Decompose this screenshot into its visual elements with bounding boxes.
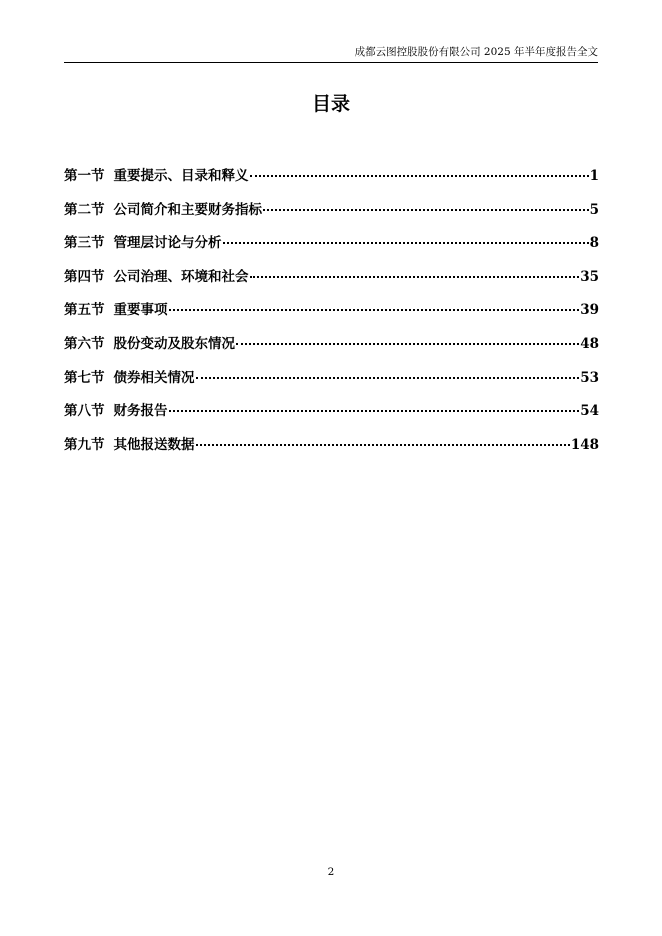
toc-section-title: 重要事项 (113, 302, 168, 319)
toc-section-title: 管理层讨论与分析 (113, 235, 222, 252)
toc-section-title: 公司简介和主要财务指标 (113, 201, 262, 218)
toc-page-number: 148 (570, 436, 599, 453)
toc-section-title: 公司治理、环境和社会 (113, 268, 249, 285)
toc-section-number: 第六节 (64, 335, 105, 352)
toc-entry-6[interactable] (64, 334, 599, 368)
table-of-contents (64, 166, 599, 468)
toc-section-title: 股份变动及股东情况 (113, 335, 235, 352)
toc-page-number: 1 (589, 168, 599, 184)
toc-entry-9[interactable] (64, 435, 599, 469)
toc-entry-2[interactable] (64, 200, 599, 234)
toc-section-number: 第一节 (64, 168, 105, 184)
toc-section-number: 第八节 (64, 403, 105, 420)
toc-section-number: 第九节 (64, 436, 105, 453)
toc-dot-leader (196, 444, 570, 446)
running-header-text: 成都云图控股股份有限公司 2025 年半年度报告全文 (354, 46, 598, 58)
toc-dot-leader (223, 242, 589, 244)
toc-entry-7[interactable] (64, 368, 599, 402)
toc-dot-leader (236, 343, 579, 345)
toc-section-number: 第四节 (64, 268, 105, 285)
toc-section-title: 其他报送数据 (113, 436, 195, 453)
toc-dot-leader (169, 410, 580, 412)
page-number: 2 (327, 866, 335, 878)
toc-page-number: 39 (580, 302, 599, 319)
toc-entry-4[interactable] (64, 267, 599, 301)
toc-title: 目录 (311, 93, 350, 115)
toc-page-number: 48 (580, 335, 599, 352)
toc-page-number: 53 (580, 369, 599, 386)
toc-entry-5[interactable] (64, 300, 599, 334)
toc-dot-leader (250, 175, 589, 177)
toc-section-number: 第七节 (64, 369, 105, 386)
toc-page-number: 5 (589, 201, 599, 218)
toc-page-number: 54 (580, 403, 599, 420)
toc-section-title: 财务报告 (113, 403, 168, 420)
toc-section-number: 第五节 (64, 302, 105, 319)
toc-page-number: 35 (580, 268, 599, 285)
toc-section-number: 第三节 (64, 235, 105, 252)
toc-section-title: 重要提示、目录和释义 (113, 168, 249, 184)
toc-page-number: 8 (589, 235, 599, 252)
toc-dot-leader (169, 309, 580, 311)
toc-dot-leader (263, 209, 589, 211)
toc-section-title: 债券相关情况 (113, 369, 195, 386)
toc-dot-leader (196, 377, 580, 379)
toc-entry-1[interactable] (64, 166, 599, 200)
toc-entry-8[interactable] (64, 401, 599, 435)
toc-section-number: 第二节 (64, 201, 105, 218)
page-header (64, 44, 598, 63)
toc-dot-leader (250, 276, 580, 278)
toc-entry-3[interactable] (64, 233, 599, 267)
